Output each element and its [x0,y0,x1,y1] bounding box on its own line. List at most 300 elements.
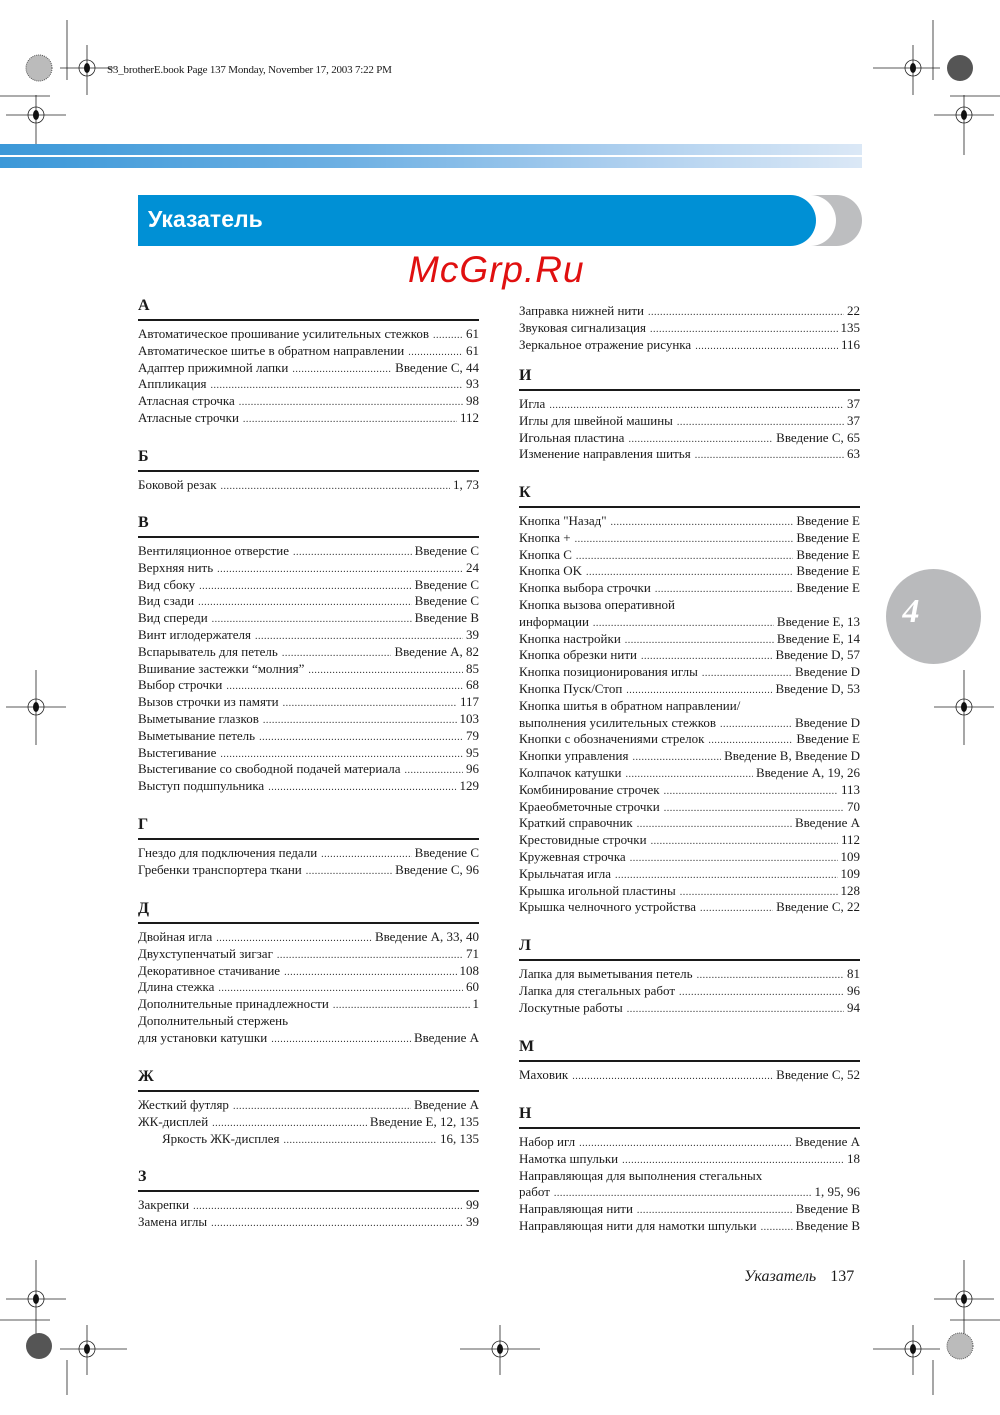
section-letter: Б [138,448,149,465]
section-letter: Н [519,1105,532,1122]
entry-page-ref: Введение A [413,1097,479,1112]
entry-label: Длина стежка [138,979,215,995]
section-letter: Л [519,937,531,954]
entry-page-ref: 96 [466,761,479,777]
entry-page-ref: 71 [466,945,479,961]
entry-page-ref: Введение A, 19, 26 [755,764,860,780]
entry-page-ref: 98 [466,393,479,409]
entry-label: Кнопки с обозначениями стрелок [519,731,705,747]
leader-dots [761,1220,793,1237]
entry-page-ref: Введение A [413,1029,479,1045]
page-number: 137 [830,1268,855,1285]
entry-page-ref: Введение B, Введение D [724,748,860,764]
section-letter: Ж [138,1068,154,1085]
entry-label: Кнопка шитья в обратном направлении/ [519,697,741,713]
index-entry [138,1097,479,1114]
index-section [138,1068,479,1147]
leader-dots [576,549,794,566]
leader-dots [575,532,794,549]
entry-label: Закрепки [138,1197,190,1212]
entry-page-ref: Введение E [796,529,860,545]
section-rule [138,922,479,924]
leader-dots [221,479,450,496]
entry-page-ref: 60 [466,979,479,995]
entry-label: Выметывание глазков [138,710,259,726]
index-entry [519,563,860,580]
index-entry [138,610,479,627]
leader-dots [199,579,412,596]
index-entry [519,430,860,447]
leader-dots [572,1069,773,1086]
entry-label: Игольная пластина [519,429,625,445]
section-letter: Д [138,900,150,917]
index-entry [519,631,860,648]
entry-page-ref: 81 [847,966,860,981]
entry-page-ref: Введение C [414,845,479,860]
index-entry [138,711,479,728]
entry-label: Автоматическое прошивание усилительных стежков [138,326,429,341]
leader-dots [284,965,456,982]
leader-dots [243,412,457,429]
entry-label: Изменение направления шитья [519,446,691,462]
index-entry [519,547,860,564]
footer-title: Указатель [744,1268,817,1285]
entry-label: Жесткий футляр [138,1097,229,1112]
entry-label: Иглы для швейной машины [519,412,673,428]
entry-label: Выступ подшпульника [138,778,265,794]
leader-dots [637,817,792,834]
entry-label: Выстегивание со свободной подачей материала [138,761,401,777]
entry-label: Заправка нижней нити [519,303,644,318]
leader-dots [695,339,838,356]
leader-dots [292,362,392,379]
index-entry [138,963,479,980]
index-section [138,514,479,795]
entry-page-ref: 129 [459,778,479,794]
entry-page-ref: 95 [466,744,479,760]
leader-dots [211,378,463,395]
entry-page-ref: 24 [466,559,479,575]
index-entry [138,326,479,343]
entry-label: Атласные строчки [138,409,239,425]
index-entry [519,866,860,883]
entry-page-ref: 108 [459,962,479,978]
entry-label: Кнопка Пуск/Стоп [519,680,623,696]
entry-label: Двухступенчатый зигзаг [138,945,273,961]
entry-page-ref: 79 [466,727,479,743]
index-entry [138,543,479,560]
index-entry [519,396,860,413]
index-entry [519,731,860,748]
entry-page-ref: Введение E [796,513,860,528]
entry-label: Направляющая нити для намотки шпульки [519,1217,757,1233]
entry-label: Гребенки транспортера ткани [138,861,302,877]
entry-page-ref: Введение E, 14 [776,630,860,646]
entry-label: Комбинирование строчек [519,781,660,797]
index-entry [519,597,860,614]
section-rule [519,389,860,391]
leader-dots [239,395,463,412]
entry-label: Боковой резак [138,477,217,492]
index-entry [138,677,479,694]
entry-label: Вспарыватель для петель [138,643,278,659]
entry-page-ref: Введение B [795,1217,860,1233]
entry-label: Направляющая нити [519,1201,633,1217]
entry-label: Декоративное стачивание [138,962,281,978]
entry-label: работ [519,1184,550,1200]
leader-dots [697,968,844,985]
entry-page-ref: 109 [840,865,860,881]
leader-dots [277,948,463,965]
entry-label: Автоматическое шитье в обратном направлении [138,342,405,358]
entry-page-ref: Введение E [796,731,860,747]
entry-page-ref: 99 [466,1197,479,1212]
entry-label: Дополнительный стержень [138,1012,289,1028]
index-entry [519,1168,860,1185]
index-section [138,900,479,1047]
entry-page-ref: 37 [847,396,860,411]
index-entry [519,580,860,597]
entry-page-ref: Введение A, 82 [394,643,479,659]
entry-page-ref: Введение C, 52 [776,1067,860,1082]
entry-label: Вентиляционное отверстие [138,543,290,558]
entry-label: Гнездо для подключения педали [138,845,318,860]
index-entry [138,661,479,678]
index-entry [138,728,479,745]
index-entry [519,1184,860,1201]
entry-page-ref: Введение C, 65 [776,429,860,445]
leader-dots [211,1216,463,1233]
leader-dots [283,696,457,713]
leader-dots [193,1199,463,1216]
entry-page-ref: Введение E [796,546,860,562]
leader-dots [630,851,838,868]
section-rule [138,1190,479,1192]
leader-dots [293,545,412,562]
entry-page-ref: 93 [466,376,479,392]
entry-page-ref: 94 [847,999,860,1015]
entry-page-ref: 103 [459,710,479,726]
entry-page-ref: 109 [840,848,860,864]
entry-label: Дополнительные принадлежности [138,996,329,1012]
index-entry [138,1030,479,1047]
entry-label: выполнения усилительных стежков [519,714,716,730]
entry-label: Аппликация [138,376,207,392]
index-entry [519,782,860,799]
entry-page-ref: Введение A [794,1134,860,1149]
watermark: McGrp.Ru [408,249,585,290]
entry-label: Двойная игла [138,929,213,944]
entry-label: Кнопка C [519,546,572,562]
index-entry [519,337,860,354]
entry-page-ref: 61 [466,326,479,341]
index-entry [519,1067,860,1084]
entry-label: Краеобметочные строчки [519,798,660,814]
index-section [138,297,479,427]
leader-dots [651,834,838,851]
entry-page-ref: Введение A, 33, 40 [374,929,479,944]
section-letter: И [519,367,532,384]
entry-label: Кнопка + [519,529,571,545]
entry-page-ref: Введение E [796,580,860,596]
index-entry [519,446,860,463]
leader-dots [433,328,463,345]
entry-label: Выметывание петель [138,727,256,743]
index-entry [138,979,479,996]
entry-page-ref: 1 [472,996,479,1012]
index-entry [519,815,860,832]
entry-label: Звуковая сигнализация [519,319,646,335]
section-rule [138,536,479,538]
leader-dots [271,1032,411,1049]
leader-dots [625,633,774,650]
decorative-bar-bottom [0,157,862,168]
entry-label: Кнопка позиционирования иглы [519,664,698,680]
entry-label: Кнопка "Назад" [519,513,607,528]
entry-page-ref: Введение A [794,815,860,831]
leader-dots [263,713,457,730]
entry-label: Набор игл [519,1134,576,1149]
chapter-number: 4 [902,593,920,630]
index-entry [138,577,479,594]
index-entry [138,593,479,610]
entry-label: Вызов строчки из памяти [138,694,279,710]
index-entry [519,899,860,916]
entry-label: Верхняя нить [138,559,214,575]
entry-page-ref: Введение C, 44 [395,359,479,375]
leader-dots [405,763,463,780]
entry-label: информации [519,613,589,629]
index-entry [519,966,860,983]
entry-page-ref: Введение C, 22 [776,899,860,915]
section-rule [138,1090,479,1092]
entry-page-ref: 68 [466,677,479,693]
leader-dots [259,730,463,747]
index-section [519,937,860,1016]
entry-label: Зеркальное отражение рисунка [519,336,692,352]
index-section [519,367,860,463]
entry-page-ref: Введение E, 13 [776,613,860,629]
leader-dots [333,998,470,1015]
entry-label: Вид спереди [138,610,208,626]
entry-label: Колпачок катушки [519,764,622,780]
file-info-header: S3_brotherE.book Page 137 Monday, November 17, 2003 7:22 PM [107,64,392,76]
page-footer [744,1268,854,1286]
leader-dots [611,515,794,532]
index-entry [138,862,479,879]
entry-label: Адаптер прижимной лапки [138,359,289,375]
entry-page-ref: 116 [840,336,860,352]
index-entry [519,765,860,782]
entry-label: для установки катушки [138,1029,268,1045]
page-title: Указатель [148,206,263,232]
index-entry [519,715,860,732]
entry-label: Направляющая для выполнения стегальных [519,1167,763,1183]
entry-page-ref: 16, 135 [440,1130,479,1146]
entry-page-ref: Введение E [796,563,860,579]
section-letter: Г [138,816,149,833]
index-entry [519,832,860,849]
leader-dots [648,305,844,322]
entry-page-ref: 1, 73 [453,477,479,492]
entry-label: Замена иглы [138,1213,208,1229]
entry-page-ref: 70 [847,798,860,814]
entry-label: Выбор строчки [138,677,223,693]
entry-label: Кнопки управления [519,748,629,764]
leader-dots [664,784,838,801]
entry-page-ref: Введение D [794,664,860,680]
leader-dots [720,717,792,734]
index-entry [138,761,479,778]
index-entry [519,748,860,765]
index-entry [138,1131,479,1148]
section-letter: А [138,297,150,314]
entry-label: Выстегивание [138,744,217,760]
index-entry [138,1214,479,1231]
index-entry [519,1151,860,1168]
index-section [138,816,479,879]
index-entry [138,477,479,494]
index-entry [138,393,479,410]
index-entry [138,343,479,360]
index-entry [138,1013,479,1030]
index-entry [519,647,860,664]
entry-label: Винт иглодержателя [138,626,251,642]
entry-page-ref: 39 [466,1213,479,1229]
leader-dots [632,750,721,767]
entry-label: Крыльчатая игла [519,865,612,881]
index-entry [138,946,479,963]
section-rule [519,1060,860,1062]
index-entry [519,849,860,866]
index-entry [519,1000,860,1017]
entry-label: ЖК-дисплей [138,1113,209,1129]
index-section [519,1105,860,1235]
entry-label: Игла [519,396,546,411]
entry-page-ref: Введение C [414,593,479,609]
index-entry [519,681,860,698]
index-entry [138,845,479,862]
entry-label: Крестовидные строчки [519,832,647,848]
entry-page-ref: Введение B [795,1201,860,1217]
section-letter: К [519,484,531,501]
entry-page-ref: Введение C [414,576,479,592]
entry-label: Кнопка OK [519,563,583,579]
index-entry [519,983,860,1000]
index-entry [138,929,479,946]
entry-page-ref: Введение D, 53 [775,680,860,696]
index-entry [519,530,860,547]
leader-dots [268,780,456,797]
section-rule [138,319,479,321]
entry-page-ref: 61 [466,342,479,358]
entry-page-ref: 1, 95, 96 [814,1184,860,1200]
index-entry [519,1201,860,1218]
entry-label: Вшивание застежки “молния” [138,660,305,676]
index-entry [519,413,860,430]
index-entry [519,513,860,530]
entry-label: Лапка для выметывания петель [519,966,693,981]
entry-label: Вид сбоку [138,576,196,592]
index-entry [519,303,860,320]
entry-page-ref: 63 [847,446,860,462]
entry-label: Кнопка выбора строчки [519,580,651,596]
index-entry [519,698,860,715]
entry-page-ref: 135 [840,319,860,335]
entry-label: Кнопка обрезки нити [519,647,637,663]
index-entry [519,1218,860,1235]
entry-label: Лоскутные работы [519,999,623,1015]
entry-label: Маховик [519,1067,569,1082]
index-entry [519,883,860,900]
entry-page-ref: Введение D [794,714,860,730]
index-entry [138,376,479,393]
entry-label: Яркость ЖК-дисплея [162,1130,280,1146]
leader-dots [283,1133,437,1150]
entry-label: Намотка шпульки [519,1150,619,1166]
entry-label: Крышка игольной пластины [519,882,676,898]
entry-label: Лапка для стегальных работ [519,982,676,998]
index-entry [138,745,479,762]
entry-label: Краткий справочник [519,815,633,831]
entry-label: Кнопка вызова оперативной [519,596,675,612]
index-entry [138,778,479,795]
section-rule [519,1127,860,1129]
section-letter: В [138,514,149,531]
index-entry [138,627,479,644]
index-section [138,448,479,494]
entry-label: Вид сзади [138,593,195,609]
index-entry [138,1114,479,1131]
leader-dots [627,1002,844,1019]
index-entry [138,644,479,661]
section-rule [519,959,860,961]
entry-page-ref: 18 [847,1150,860,1166]
section-letter: М [519,1038,535,1055]
index-section [519,484,860,916]
decorative-bar-top [0,144,862,155]
index-entry [138,410,479,427]
entry-page-ref: 112 [840,832,860,848]
entry-page-ref: Введение E, 12, 135 [369,1113,479,1129]
index-entry [519,1134,860,1151]
leader-dots [308,663,463,680]
entry-page-ref: 117 [459,694,479,710]
entry-page-ref: 22 [847,303,860,318]
index-entry [519,664,860,681]
section-rule [138,838,479,840]
entry-page-ref: 85 [466,660,479,676]
index-entry [519,320,860,337]
leader-dots [198,595,412,612]
entry-page-ref: 113 [840,781,860,797]
leader-dots [306,864,392,881]
entry-label: Кнопка настройки [519,630,621,646]
section-letter: З [138,1168,147,1185]
index-entry [138,360,479,377]
entry-page-ref: 128 [840,882,860,898]
entry-page-ref: Введение C [414,543,479,558]
entry-page-ref: Введение B [414,610,479,626]
entry-page-ref: 37 [847,412,860,428]
index-entry [138,996,479,1013]
entry-page-ref: 39 [466,626,479,642]
entry-label: Кружевная строчка [519,848,626,864]
index-section [519,1038,860,1084]
entry-label: Крышка челночного устройства [519,899,696,915]
chapter-tab [886,569,981,664]
leader-dots [700,901,773,918]
